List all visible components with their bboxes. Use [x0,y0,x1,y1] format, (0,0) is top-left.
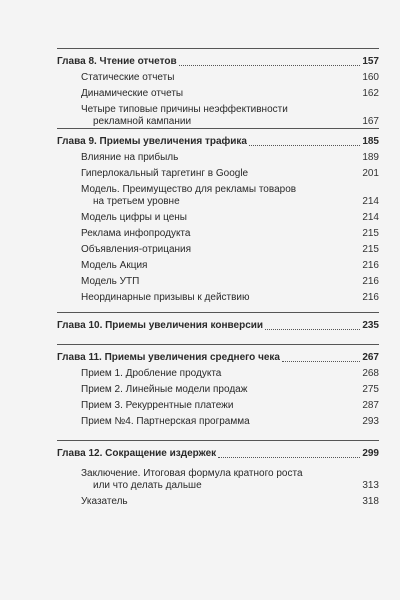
toc-entry-title: Глава 11. Приемы увеличения среднего чека [57,352,280,363]
toc-entry-title: Модель Акция [81,260,148,271]
toc-page-number: 167 [362,116,379,127]
toc-page-number: 214 [362,212,379,223]
toc-entry-title: Глава 10. Приемы увеличения конверсии [57,320,264,331]
toc-chapter[interactable] [57,448,379,460]
chapter-divider [57,440,379,441]
toc-page-number: 201 [362,168,379,179]
toc-entry[interactable] [81,88,379,100]
toc-entry-title: Объявления-отрицания [81,244,192,255]
toc-entry-title: Прием 2. Линейные модели продаж [81,384,248,395]
toc-page-number: 216 [362,276,379,287]
toc-page-number: 268 [362,368,379,379]
toc-entry-title: Реклама инфопродукта [81,228,191,239]
toc-page-number: 185 [362,136,379,147]
chapter-divider [57,128,379,129]
toc-page-number: 162 [362,88,379,99]
toc-page-number: 267 [362,352,379,363]
toc-chapter[interactable] [57,352,379,364]
dot-leader [265,328,360,330]
toc-entry[interactable] [81,368,379,380]
toc-page-number: 215 [362,228,379,239]
toc-entry-title: Глава 12. Сокращение издержек [57,448,217,459]
toc-entry[interactable] [81,384,379,396]
toc-entry[interactable] [81,260,379,272]
dot-leader [218,456,360,458]
chapter-divider [57,312,379,313]
toc-page-number: 299 [362,448,379,459]
toc-entry-title-line1: Заключение. Итоговая формула кратного роста [81,468,303,479]
toc-page-number: 214 [362,196,379,207]
toc-entry-title-line1: Четыре типовые причины неэффективности [81,104,288,115]
toc-entry[interactable] [81,168,379,180]
toc-entry-title: рекламной кампании [93,116,192,127]
toc-page-number: 157 [362,56,379,67]
toc-entry[interactable] [81,276,379,288]
toc-entry-title: Динамические отчеты [81,88,184,99]
dot-leader [282,360,360,362]
toc-entry[interactable] [81,244,379,256]
toc-entry[interactable] [81,400,379,412]
toc-entry-title: Статические отчеты [81,72,175,83]
toc-page-number: 275 [362,384,379,395]
toc-page-number: 216 [362,260,379,271]
toc-entry-title: Влияние на прибыль [81,152,179,163]
toc-entry-title-line1: Модель. Преимущество для рекламы товаров [81,184,297,195]
dot-leader [179,64,361,66]
toc-entry[interactable] [81,152,379,164]
toc-page-number: 189 [362,152,379,163]
toc-entry-title: на третьем уровне [93,196,180,207]
toc-entry[interactable] [81,292,379,304]
toc-chapter[interactable] [57,320,379,332]
toc-entry-title: Глава 9. Приемы увеличения трафика [57,136,247,147]
toc-entry-title: Гиперлокальный таргетинг в Google [81,168,249,179]
toc-page-number: 313 [362,480,379,491]
toc-page-number: 160 [362,72,379,83]
toc-page-number: 235 [362,320,379,331]
toc-page-number: 287 [362,400,379,411]
toc-entry[interactable] [81,228,379,240]
toc-entry-title: Указатель [81,496,128,507]
toc-entry-title: Прием №4. Партнерская программа [81,416,250,427]
chapter-divider [57,344,379,345]
toc-chapter[interactable] [57,56,379,68]
toc-entry[interactable] [81,104,379,128]
toc-entry-title: Прием 3. Рекуррентные платежи [81,400,234,411]
toc-entry-title: Неординарные призывы к действию [81,292,250,303]
toc-entry[interactable] [81,496,379,508]
toc-entry-title: Модель цифры и цены [81,212,187,223]
chapter-divider [57,48,379,49]
toc-entry-title: или что делать дальше [93,480,202,491]
toc-entry[interactable] [81,212,379,224]
toc-page-number: 293 [362,416,379,427]
toc-page-number: 215 [362,244,379,255]
toc-entry-title: Глава 8. Чтение отчетов [57,56,177,67]
toc-entry-title: Прием 1. Дробление продукта [81,368,222,379]
toc-page-number: 216 [362,292,379,303]
toc-entry-title: Модель УТП [81,276,140,287]
toc-entry[interactable] [81,468,379,492]
dot-leader [249,144,360,146]
toc-entry[interactable] [81,184,379,208]
toc-entry[interactable] [81,416,379,428]
toc-chapter[interactable] [57,136,379,148]
toc-entry[interactable] [81,72,379,84]
toc-page-number: 318 [362,496,379,507]
